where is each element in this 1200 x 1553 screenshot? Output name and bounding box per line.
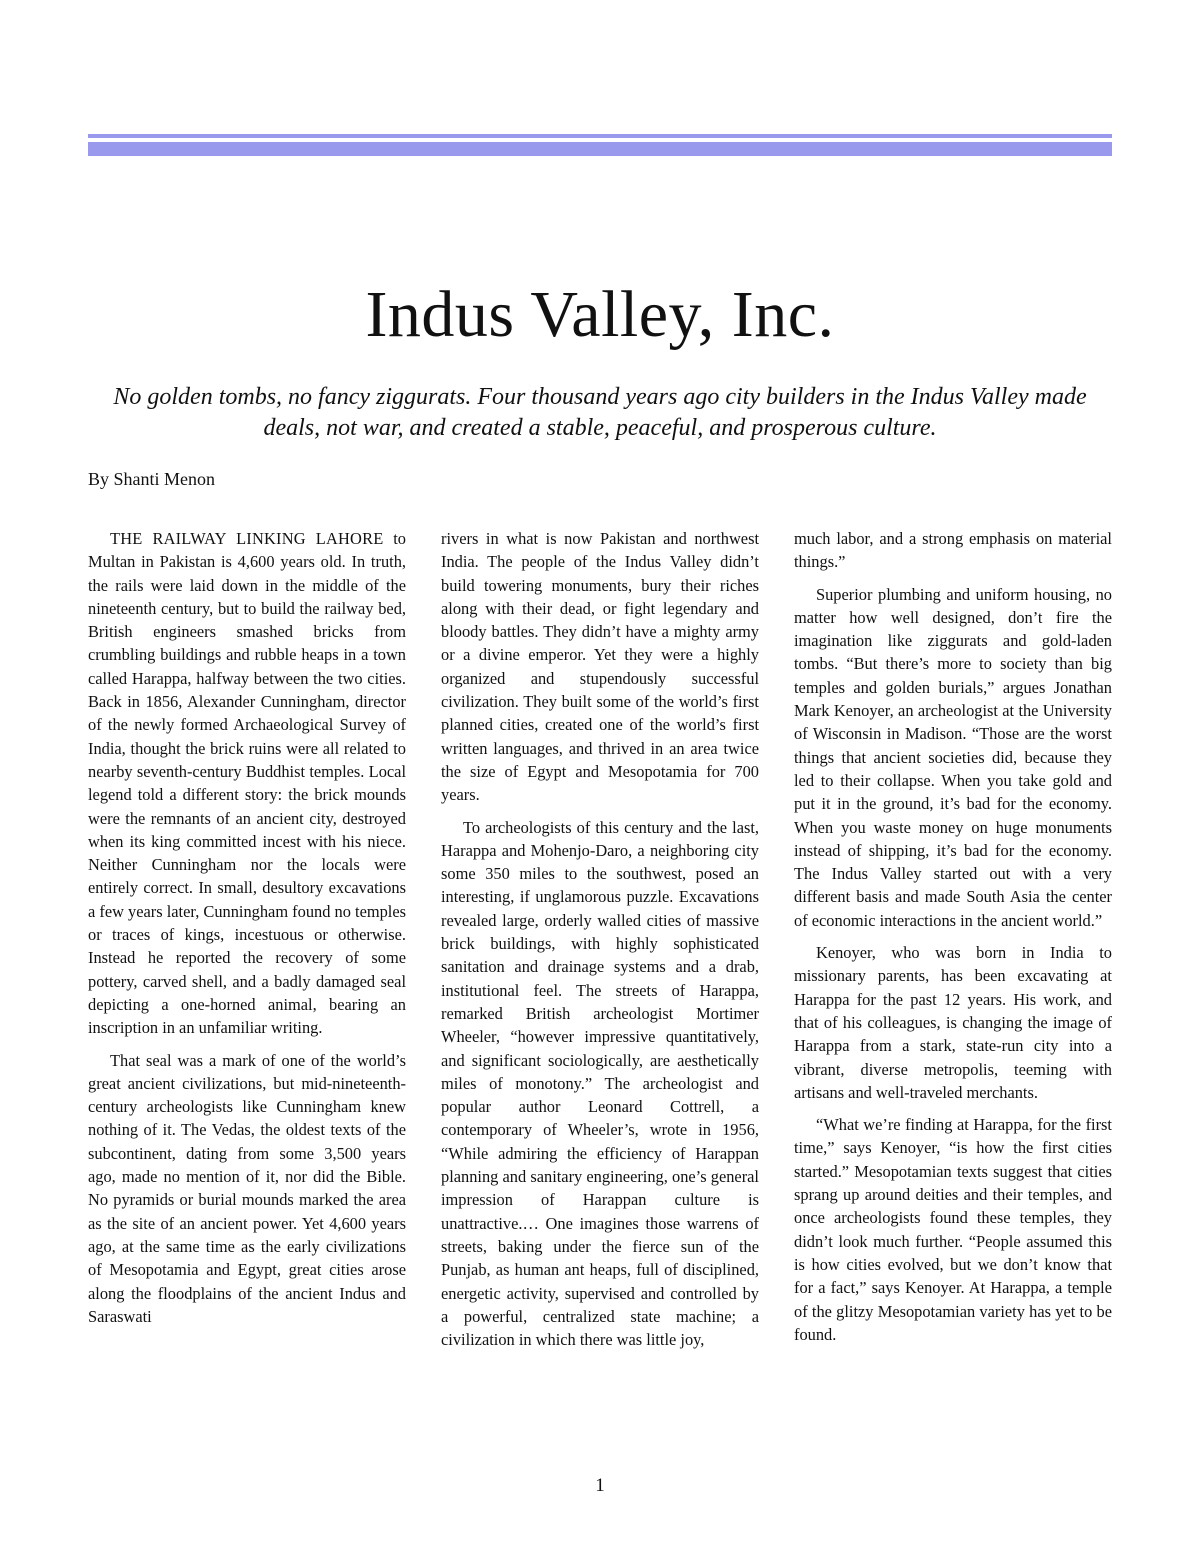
paragraph-continued: rivers in what is now Pakistan and northwest India. The people of the Indus Valley didn’t build towering monuments, bury their riches along with their dead, or fight legendary and bloody battles. They didn’t have a mighty army or a divine emperor. Yet they were a highly organized and stupendously successful civilization. They built some of the world’s first planned cities, created one of the world’s first written languages, and thrived in an area twice the size of Egypt and Mesopotamia for 700 years. [441,529,759,805]
paragraph: That seal was a mark of one of the world’s great ancient civilizations, but mid-nineteenth-century archeologists like Cunningham knew nothing of it. The Vedas, the oldest texts of the subcontinent, dating from some 3,500 years ago, made no mention of it, nor did the Bible. No pyramids or burial mounds marked the area as the site of an ancient power. Yet 4,600 years ago, at the same time as the early civilizations of Mesopotamia and Egypt, great cities arose along the floodplains of the ancient Indus and Saraswati [88,1050,406,1326]
article-title: Indus Valley, Inc. [365,278,835,351]
column-2 [441,527,759,1351]
paragraph-continued: much labor, and a strong emphasis on material things.” [794,529,1112,572]
paragraph: To archeologists of this century and the last, Harappa and Mohenjo-Daro, a neighboring city some 350 miles to the southwest, posed an interesting, if unglamorous puzzle. Excavations revealed large, orderly walled cities of massive brick buildings, with highly sophisticated sanitation and drainage systems and a drab, institutional feel. The streets of Harappa, remarked British archeologist Mortimer Wheeler, “however impressive quantitatively, and significant sociologically, are aesthetically miles of monotony.” The archeologist and popular author Leonard Cottrell, a contemporary of Wheeler’s, wrote in 1956, “While admiring the efficiency of Harappan planning and sanitary engineering, one’s general impression of Harappan culture is unattractive.… One imagines those warrens of streets, baking under the fierce sun of the Punjab, as human ant heaps, full of disciplined, energetic activity, supervised and controlled by a powerful, centralized state machine; a civilization in which there was little joy, [441,817,759,1350]
paragraph-text: to Multan in Pakistan is 4,600 years old. In truth, the rails were laid down in the middle of the nineteenth century, but to build the railway bed, British engineers smashed bricks from crumbling buildings and rubble heaps in a town called Harappa, halfway between the two cities. Back in 1856, Alexander Cunningham, director of the newly formed Archaeological Survey of India, thought the brick ruins were all related to nearby seventh-century Buddhist temples. Local legend told a different story: the brick mounds were the remnants of an ancient city, destroyed when its king committed incest with his niece. Neither Cunningham nor the locals were entirely correct. In small, desultory excavations a few years later, Cunningham found no temples or traces of kings, incestuous or otherwise. Instead he reported the recovery of some pottery, carved shell, and a badly damaged seal depicting a one-horned animal, bearing an inscription in an unfamiliar writing. [88,529,406,1038]
paragraph: Kenoyer, who was born in India to missionary parents, has been excavating at Harappa for the past 12 years. His work, and that of his colleagues, is changing the image of Harappa from a stark, state-run city into a vibrant, diverse metropolis, teeming with artisans and well-traveled merchants. [794,943,1112,1102]
article-deck: No golden tombs, no fancy ziggurats. Four thousand years ago city builders in the Indus Valley made deals, not war, and created a stable, peaceful, and prosperous culture. [113,384,1087,441]
column-1 [88,527,406,1328]
paragraph: Superior plumbing and uniform housing, no matter how well designed, don’t fire the imagination like ziggurats and gold-laden tombs. “But there’s more to society than big temples and golden burials,” argues Jonathan Mark Kenoyer, an archeologist at the University of Wisconsin in Madison. “Those are the worst things that ancient societies did, because they led to their collapse. When you take gold and put it in the ground, it’s bad for the economy. When you waste money on huge monuments instead of shipping, it’s bad for the economy. The Indus Valley started out with a very different basis and made South Asia the center of economic interactions in the ancient world.” [794,584,1112,930]
paragraph: “What we’re finding at Harappa, for the first time,” says Kenoyer, “is how the first cities started.” Mesopotamian texts suggest that cities sprang up around deities and their temples, and once archeologists found these temples, they didn’t look much further. “People assumed this is how cities evolved, but we don’t know that for a fact,” says Kenoyer. At Harappa, a temple of the glitzy Mesopotamian variety has yet to be found. [794,1115,1112,1344]
header-rule-thin [88,134,1112,138]
lead-in-caps: THE RAILWAY LINKING LAHORE [110,529,384,548]
page-number: 1 [595,1475,605,1496]
byline: By Shanti Menon [88,469,216,489]
paragraph [88,527,406,1040]
header-rule-thick [88,142,1112,156]
column-3 [794,527,1112,1346]
